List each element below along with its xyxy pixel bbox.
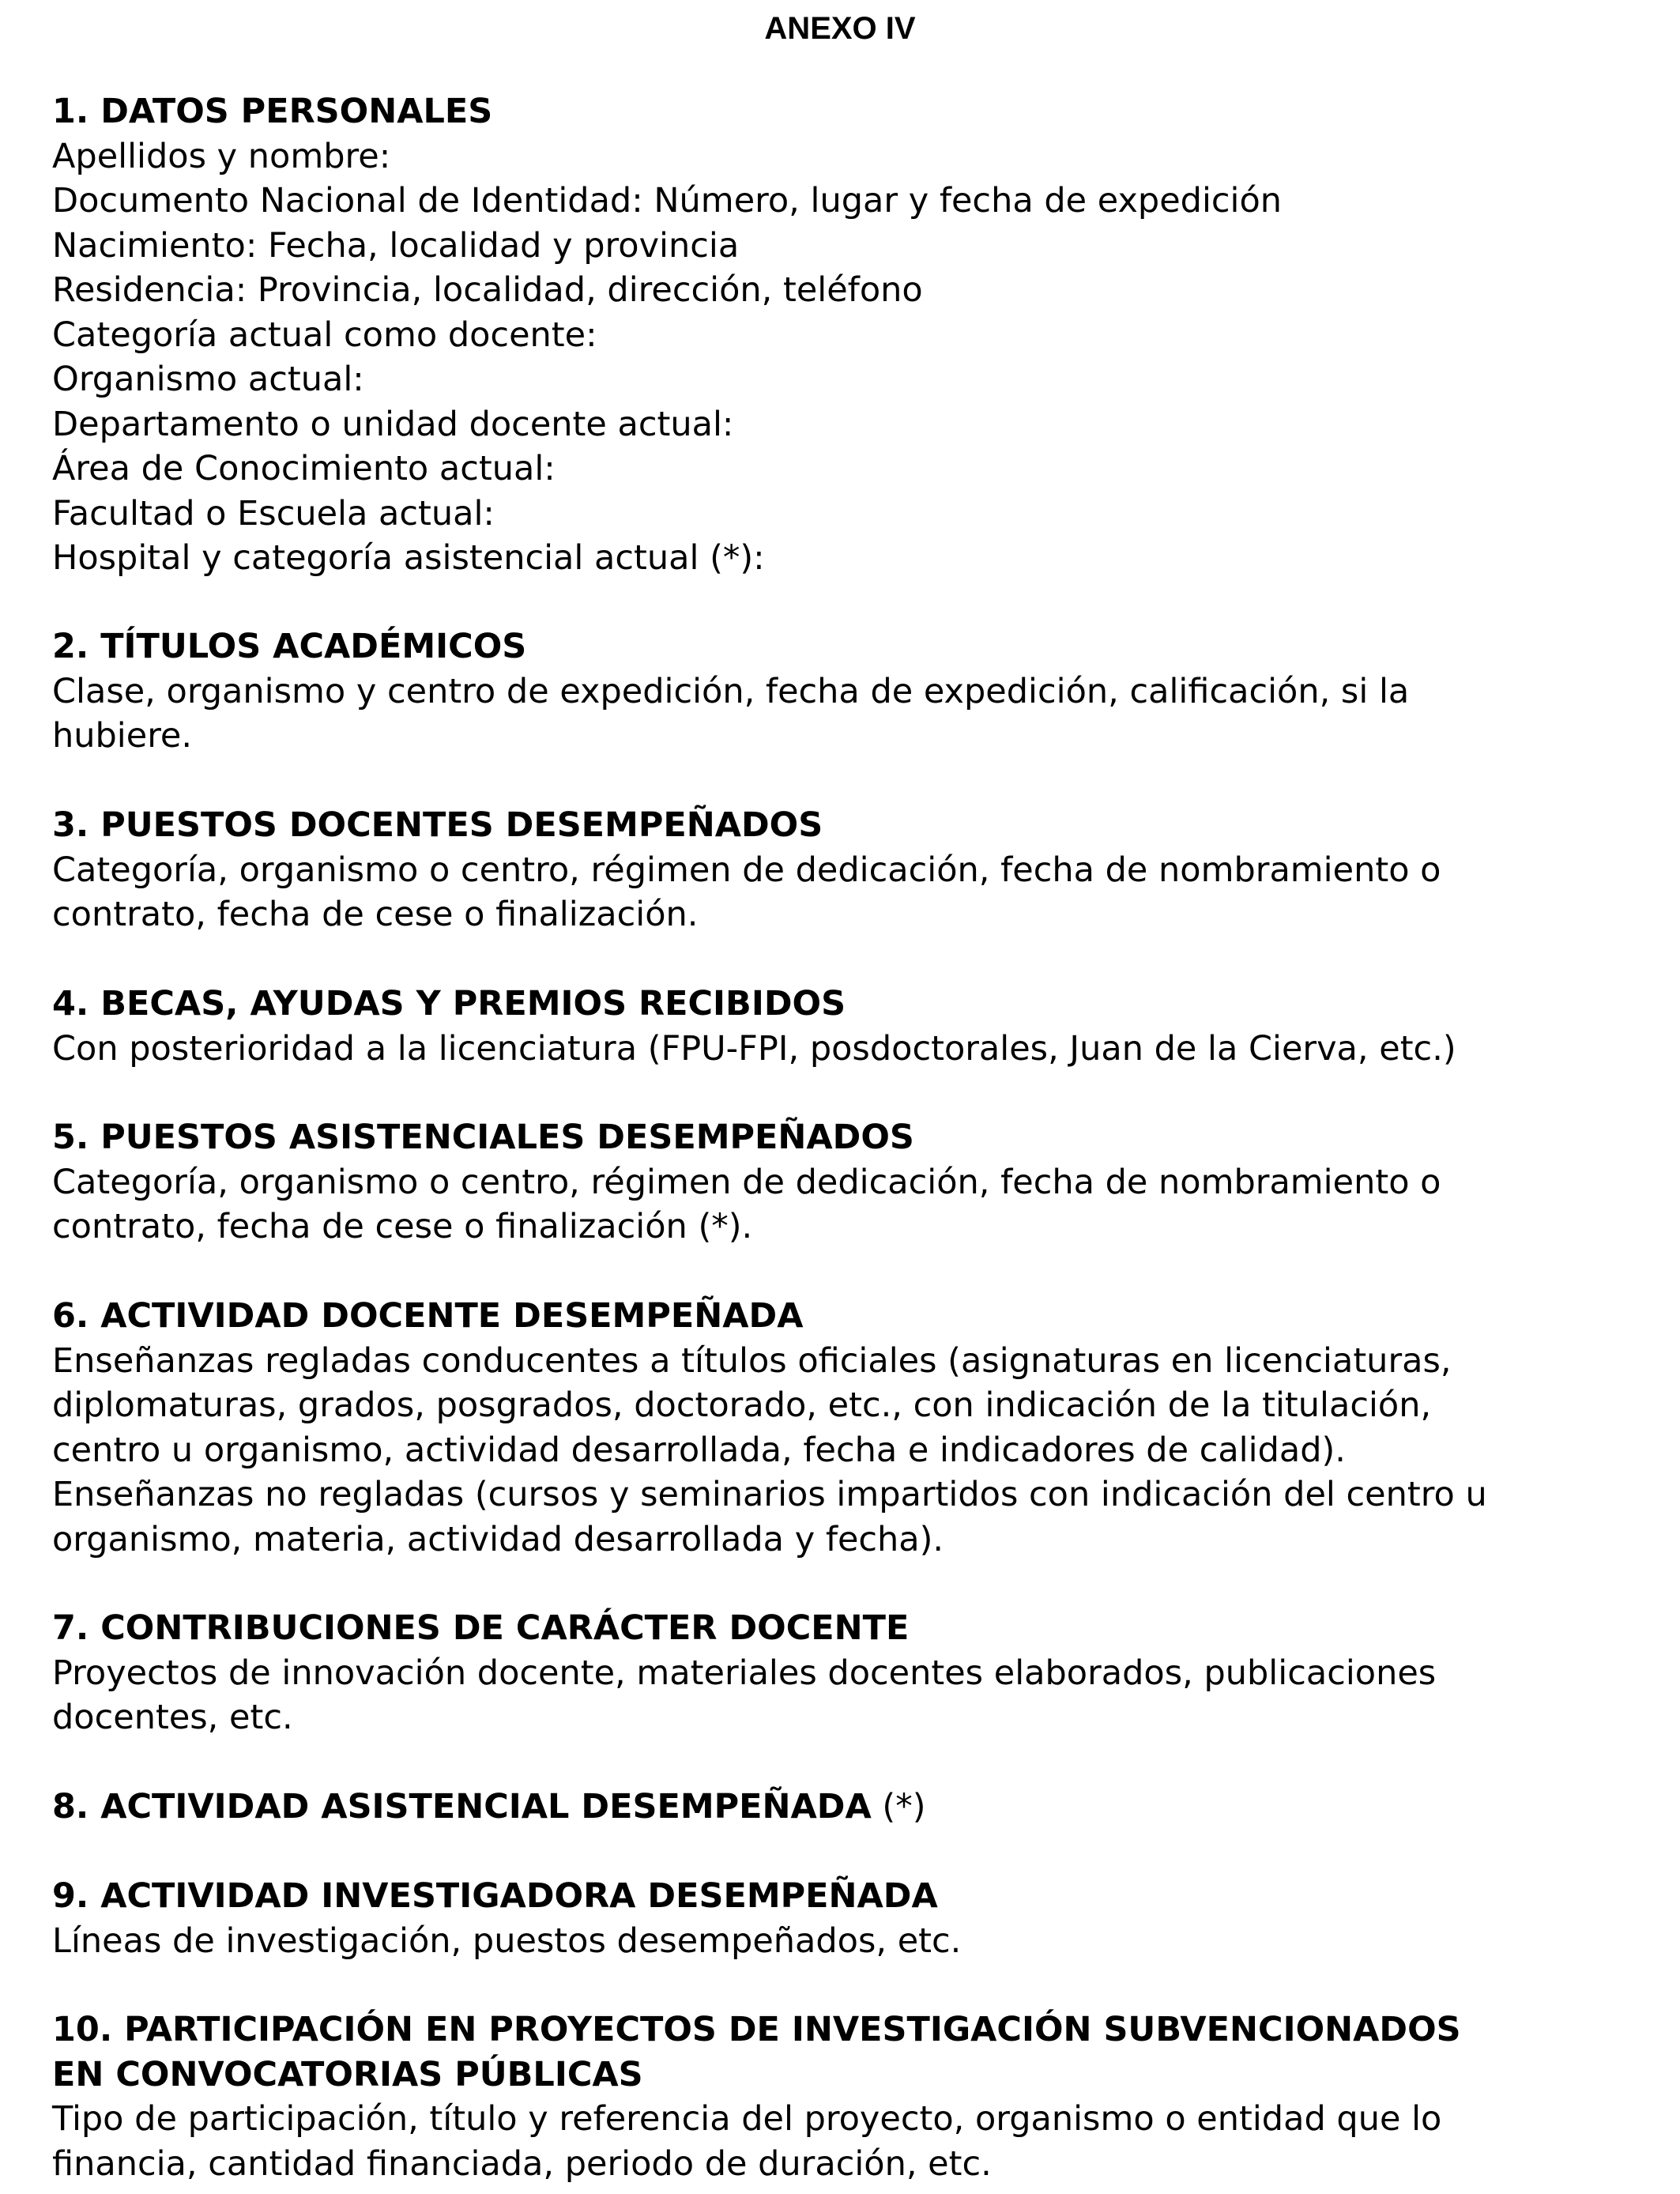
field-label: Departamento o unidad docente actual: (52, 404, 734, 444)
section-heading: 3. PUESTOS DOCENTES DESEMPEÑADOS (52, 805, 823, 845)
section-contribuciones-docentes (52, 1606, 1640, 1740)
section-actividad-asistencial (52, 1785, 1640, 1830)
section-text: docentes, etc. (52, 1698, 293, 1737)
section-titulos-academicos (52, 624, 1640, 759)
section-heading: 7. CONTRIBUCIONES DE CARÁCTER DOCENTE (52, 1608, 910, 1648)
field-label: Nacimiento: Fecha, localidad y provincia (52, 225, 740, 266)
section-text: Clase, organismo y centro de expedición, fecha de expedición, calificación, si la (52, 671, 1410, 711)
section-text: Proyectos de innovación docente, materiales docentes elaborados, publicaciones (52, 1653, 1437, 1693)
field-label: Categoría actual como docente: (52, 315, 597, 355)
section-text: Enseñanzas regladas conducentes a títulos oficiales (asignaturas en licenciaturas, (52, 1340, 1452, 1381)
section-actividad-docente (52, 1294, 1640, 1562)
section-heading (52, 1785, 1640, 1830)
section-text: Líneas de investigación, puestos desempeñados, etc. (52, 1921, 962, 1961)
section-text: hubiere. (52, 716, 193, 756)
field-label: Apellidos y nombre: (52, 136, 391, 176)
section-heading: 10. PARTICIPACIÓN EN PROYECTOS DE INVESTIGACIÓN SUBVENCIONADOS (52, 2010, 1461, 2049)
section-heading: EN CONVOCATORIAS PÚBLICAS (52, 2054, 643, 2094)
section-text: Tipo de participación, título y referencia del proyecto, organismo o entidad que lo (52, 2099, 1442, 2139)
field-label: Organismo actual: (52, 360, 364, 399)
field-label: Hospital y categoría asistencial actual (*): (52, 538, 765, 578)
field-label: Facultad o Escuela actual: (52, 493, 495, 533)
field-label: Documento Nacional de Identidad: Número, lugar y fecha de expedición (52, 181, 1283, 221)
section-text: Enseñanzas no regladas (cursos y seminarios impartidos con indicación del centro u (52, 1475, 1487, 1514)
section-heading: 1. DATOS PERSONALES (52, 92, 493, 131)
section-heading: 9. ACTIVIDAD INVESTIGADORA DESEMPEÑADA (52, 1876, 938, 1916)
section-text: organismo, materia, actividad desarrollada y fecha). (52, 1519, 944, 1559)
section-proyectos-investigacion (52, 2007, 1640, 2186)
section-actividad-investigadora (52, 1874, 1640, 1963)
section-text: Categoría, organismo o centro, régimen de dedicación, fecha de nombramiento o (52, 850, 1441, 890)
section-text: Categoría, organismo o centro, régimen de dedicación, fecha de nombramiento o (52, 1162, 1441, 1202)
section-heading-suffix: (*) (871, 1787, 926, 1826)
document-title: ANEXO IV (764, 11, 916, 46)
section-datos-personales (52, 89, 1640, 581)
section-puestos-docentes (52, 803, 1640, 937)
section-text: centro u organismo, actividad desarrollada, fecha e indicadores de calidad). (52, 1430, 1346, 1470)
section-heading: 6. ACTIVIDAD DOCENTE DESEMPEÑADA (52, 1296, 804, 1336)
section-text: financia, cantidad financiada, periodo de duración, etc. (52, 2143, 992, 2184)
section-text: Con posterioridad a la licenciatura (FPU-FPI, posdoctorales, Juan de la Cierva, etc.) (52, 1028, 1456, 1069)
section-heading: 2. TÍTULOS ACADÉMICOS (52, 627, 527, 666)
section-heading: 4. BECAS, AYUDAS Y PREMIOS RECIBIDOS (52, 984, 846, 1023)
field-label: Residencia: Provincia, localidad, dirección, teléfono (52, 270, 923, 310)
section-text: contrato, fecha de cese o finalización (*). (52, 1207, 753, 1246)
section-text: contrato, fecha de cese o finalización. (52, 895, 699, 934)
section-heading: 5. PUESTOS ASISTENCIALES DESEMPEÑADOS (52, 1118, 914, 1157)
section-becas-ayudas (52, 982, 1640, 1071)
field-label: Área de Conocimiento actual: (52, 449, 556, 488)
section-heading-text: 8. ACTIVIDAD ASISTENCIAL DESEMPEÑADA (52, 1787, 872, 1826)
section-text: diplomaturas, grados, posgrados, doctorado, etc., con indicación de la titulación, (52, 1385, 1432, 1425)
section-puestos-asistenciales (52, 1115, 1640, 1250)
